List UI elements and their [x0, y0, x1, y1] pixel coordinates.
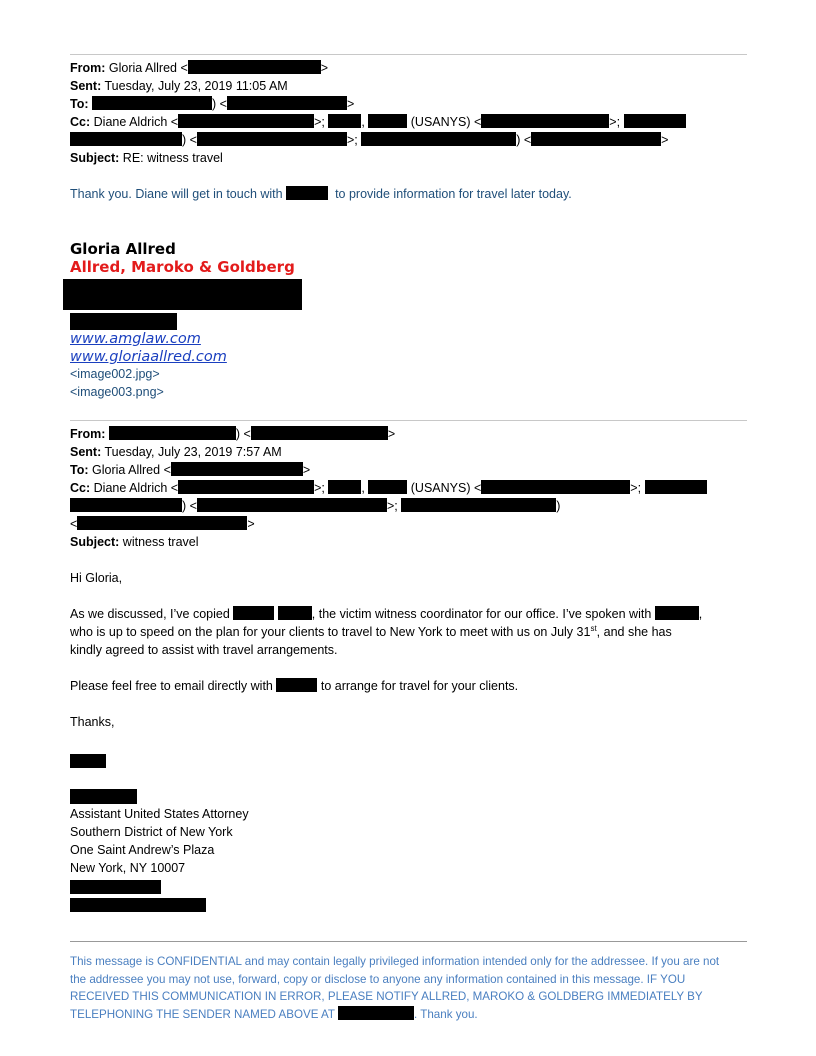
email2-subject-line [70, 533, 199, 551]
sent-label: Sent: [70, 79, 102, 93]
redaction [368, 480, 407, 494]
subject-value: witness travel [122, 535, 199, 549]
body-text: who is up to speed on the plan for your clients to travel to New York to meet with us on July 31 [70, 625, 591, 639]
subject-value: RE: witness travel [122, 151, 223, 165]
confidentiality-notice [70, 953, 750, 1023]
redaction [531, 132, 661, 146]
footer-line: the addressee you may not use, forward, copy or disclose to anyone any information contained in this message. IF YOU [70, 972, 686, 986]
redaction [655, 606, 699, 620]
cc-org: (USANYS) [410, 481, 471, 495]
to-name: Gloria Allred [92, 463, 161, 477]
email2-from-line: From: ) < > [70, 427, 396, 441]
redaction [171, 462, 303, 476]
body-text: Please feel free to email directly with [70, 679, 273, 693]
redaction [178, 480, 314, 494]
redaction [92, 96, 212, 110]
redaction [188, 60, 321, 74]
to-label: To: [70, 97, 89, 111]
redaction [197, 132, 347, 146]
redaction [70, 132, 182, 146]
email2-paragraph1-line1: As we discussed, I’ve copied , the victim witness coordinator for our office. I’ve spoken with , [70, 607, 703, 621]
sender-address1: One Saint Andrew’s Plaza [70, 843, 215, 857]
redaction [251, 426, 388, 440]
redaction [368, 114, 407, 128]
top-divider [70, 54, 747, 55]
attachment-image003[interactable]: <image003.png> [70, 385, 164, 399]
to-label: To: [70, 463, 89, 477]
footer-line: RECEIVED THIS COMMUNICATION IN ERROR, PLEASE NOTIFY ALLRED, MAROKO & GOLDBERG IMMEDIATELY BY [70, 990, 703, 1003]
redaction [70, 754, 106, 768]
email1-from-line: From: Gloria Allred < > [70, 61, 329, 75]
footer-line [70, 1006, 750, 1024]
body-text: Thank you. Diane will get in touch with [70, 187, 283, 201]
redaction [109, 426, 236, 440]
cc-label: Cc: [70, 481, 91, 495]
email1-cc-line: Cc: Diane Aldrich < >; , (USANYS) < >; [70, 113, 686, 131]
email2-paragraph2 [70, 677, 518, 695]
redaction [276, 678, 317, 692]
email1-sent-line [70, 77, 288, 95]
email1-body [70, 185, 572, 203]
redaction [77, 516, 247, 530]
sender-title: Assistant United States Attorney [70, 807, 249, 821]
link-amglaw[interactable]: www.amglaw.com [70, 331, 201, 347]
email2-greeting: Hi Gloria, [70, 571, 123, 585]
redaction [70, 789, 137, 804]
cc-name: Diane Aldrich [93, 481, 168, 495]
email1-to-line: To: ) < > [70, 97, 355, 111]
redaction [624, 114, 686, 128]
from-label: From: [70, 61, 106, 75]
redaction [70, 313, 177, 330]
email2-cc-line: Cc: Diane Aldrich < >; , (USANYS) < >; [70, 479, 707, 497]
redaction [401, 498, 556, 512]
body-text: to arrange for travel for your clients. [320, 679, 519, 693]
footer-divider [70, 941, 747, 942]
sender-district: Southern District of New York [70, 825, 233, 839]
sent-value: Tuesday, July 23, 2019 11:05 AM [104, 79, 288, 93]
redaction [70, 498, 182, 512]
redaction [278, 606, 312, 620]
email1-cc-line2: ) < >; ) < > [70, 131, 668, 149]
cc-org: (USANYS) [410, 115, 471, 129]
cc-label: Cc: [70, 115, 91, 129]
signature-firm: Allred, Maroko & Goldberg [70, 258, 295, 276]
email2-paragraph1-line3: kindly agreed to assist with travel arrangements. [70, 643, 338, 657]
redaction [328, 114, 361, 128]
redaction [197, 498, 387, 512]
redaction [70, 898, 206, 912]
cc-name: Diane Aldrich [93, 115, 168, 129]
email2-cc-line3: < > [70, 517, 255, 531]
redaction [233, 606, 274, 620]
redaction [227, 96, 347, 110]
redaction [63, 279, 302, 310]
redaction [645, 480, 707, 494]
redaction [178, 114, 314, 128]
email2-closing: Thanks, [70, 715, 115, 729]
email2-to-line: To: Gloria Allred < > [70, 463, 311, 477]
email2-sent-line [70, 443, 282, 461]
attachment-image002[interactable]: <image002.jpg> [70, 367, 160, 381]
footer-line: This message is CONFIDENTIAL and may contain legally privileged information intended only for the addressee. If you are not [70, 955, 720, 968]
redaction [338, 1006, 414, 1020]
body-text: to provide information for travel later today. [335, 187, 572, 201]
redaction [328, 480, 361, 494]
subject-label: Subject: [70, 151, 120, 165]
redaction [361, 132, 516, 146]
from-label: From: [70, 427, 106, 441]
email1-subject-line [70, 149, 223, 167]
redaction [286, 186, 328, 200]
sender-address2: New York, NY 10007 [70, 861, 186, 875]
footer-text: TELEPHONING THE SENDER NAMED ABOVE AT [70, 1007, 335, 1021]
redaction [481, 480, 630, 494]
redaction [481, 114, 609, 128]
signature-name: Gloria Allred [70, 240, 176, 258]
body-text: As we discussed, I’ve copied [70, 607, 230, 621]
sent-value: Tuesday, July 23, 2019 7:57 AM [104, 445, 282, 459]
divider [70, 420, 747, 421]
footer-text: . Thank you. [414, 1007, 478, 1021]
sent-label: Sent: [70, 445, 102, 459]
superscript: st [590, 623, 597, 633]
email2-paragraph1-line2 [70, 623, 672, 641]
from-name: Gloria Allred [108, 61, 177, 75]
body-text: , and she has [596, 625, 672, 639]
body-text: , the victim witness coordinator for our office. I’ve spoken with [311, 607, 652, 621]
redaction [70, 880, 161, 894]
subject-label: Subject: [70, 535, 120, 549]
email2-cc-line2: ) < >; ) [70, 497, 560, 515]
link-gloriaallred[interactable]: www.gloriaallred.com [70, 349, 227, 365]
